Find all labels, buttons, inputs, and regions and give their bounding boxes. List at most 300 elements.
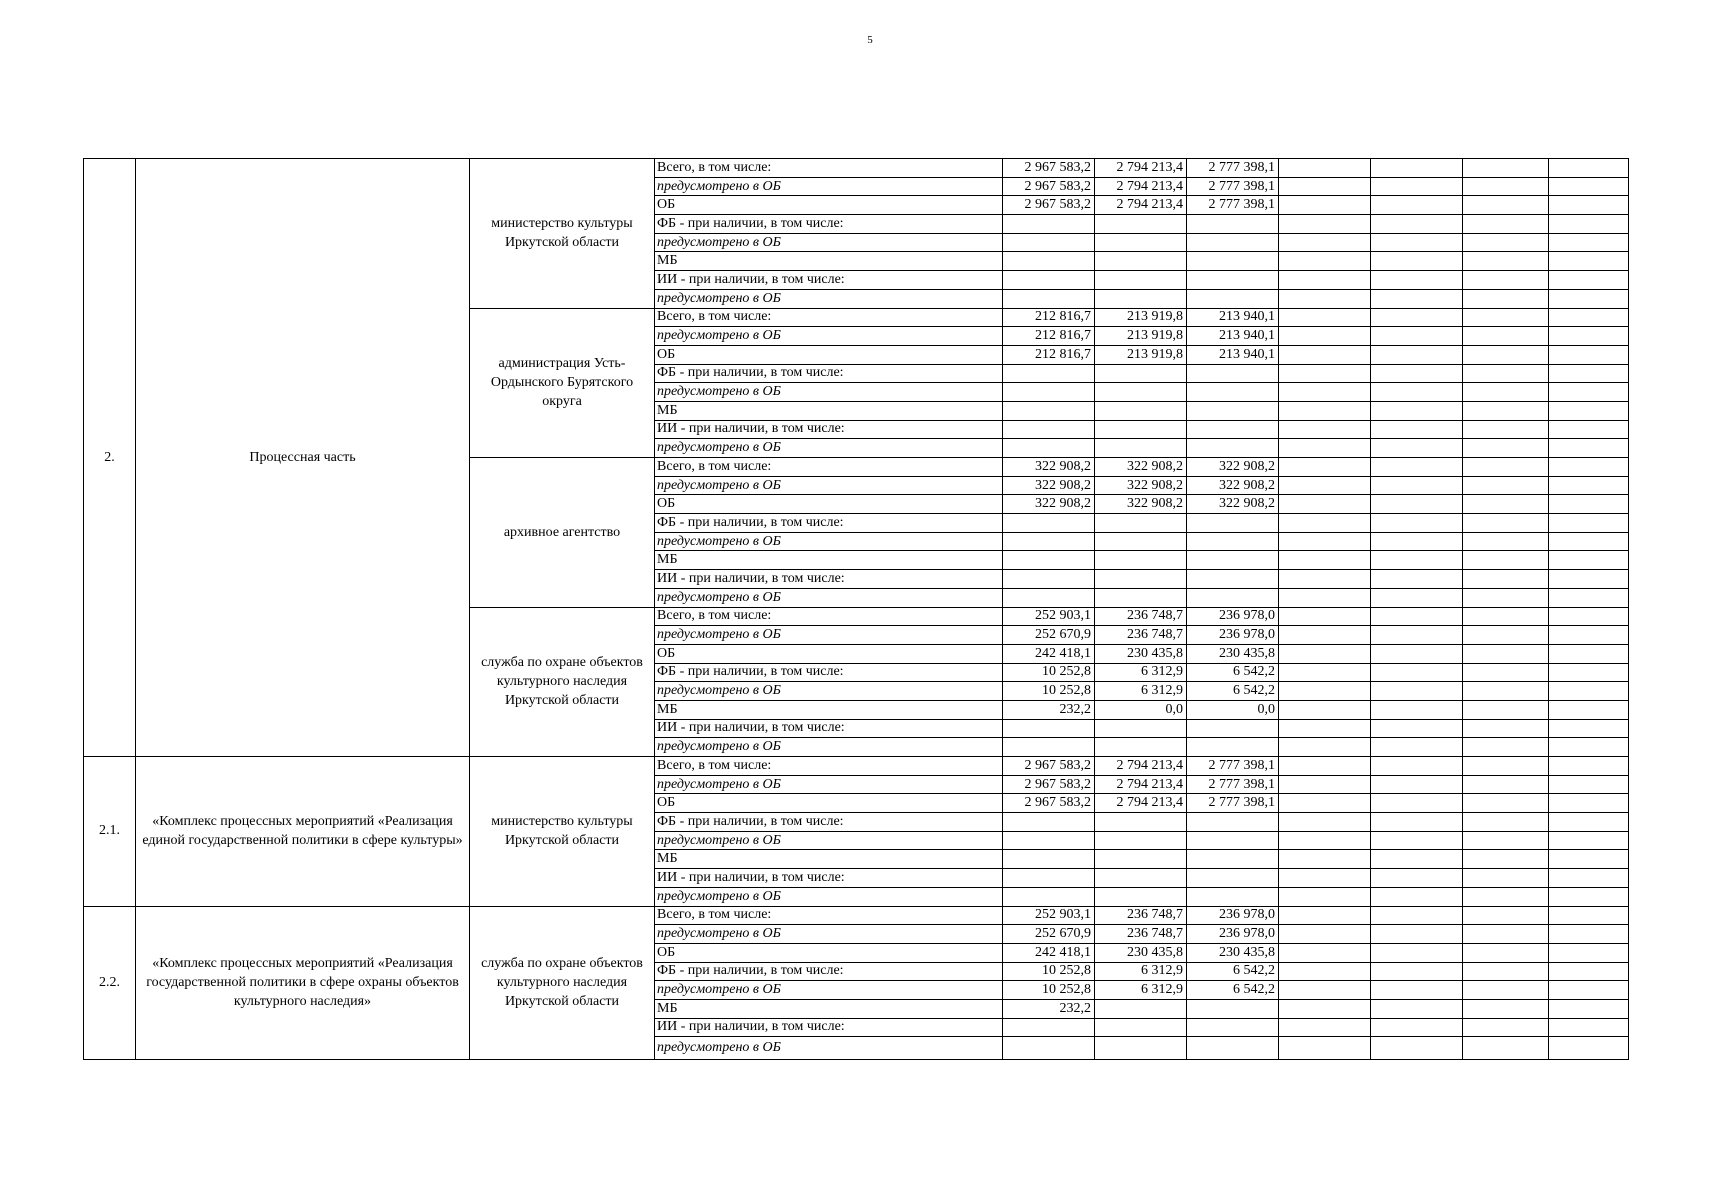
empty-cell — [1279, 1018, 1371, 1037]
amount-cell: 322 908,2 — [1003, 458, 1095, 477]
empty-cell — [1463, 476, 1549, 495]
empty-cell — [1549, 794, 1629, 813]
empty-cell — [1279, 719, 1371, 738]
empty-cell — [1549, 252, 1629, 271]
empty-cell — [1549, 159, 1629, 178]
amount-cell — [1095, 551, 1187, 570]
empty-cell — [1463, 887, 1549, 906]
empty-cell — [1463, 439, 1549, 458]
empty-cell — [1371, 775, 1463, 794]
empty-cell — [1463, 607, 1549, 626]
empty-cell — [1549, 345, 1629, 364]
empty-cell — [1463, 943, 1549, 962]
empty-cell — [1549, 813, 1629, 832]
empty-cell — [1279, 514, 1371, 533]
empty-cell — [1549, 196, 1629, 215]
funding-source: предусмотрено в ОБ — [655, 327, 1003, 346]
amount-cell: 2 777 398,1 — [1187, 794, 1279, 813]
amount-cell: 6 542,2 — [1187, 962, 1279, 981]
funding-source: Всего, в том числе: — [655, 607, 1003, 626]
amount-cell — [1003, 887, 1095, 906]
empty-cell — [1371, 1037, 1463, 1060]
empty-cell — [1549, 215, 1629, 234]
amount-cell: 10 252,8 — [1003, 682, 1095, 701]
funding-source: предусмотрено в ОБ — [655, 887, 1003, 906]
row-number: 2.1. — [84, 757, 136, 907]
funding-source: Всего, в том числе: — [655, 757, 1003, 776]
amount-cell: 0,0 — [1095, 700, 1187, 719]
amount-cell: 322 908,2 — [1003, 476, 1095, 495]
empty-cell — [1463, 383, 1549, 402]
amount-cell — [1095, 532, 1187, 551]
empty-cell — [1371, 159, 1463, 178]
amount-cell: 6 542,2 — [1187, 663, 1279, 682]
executor-name: служба по охране объектов культурного наследия Иркутской области — [470, 906, 655, 1060]
amount-cell: 322 908,2 — [1003, 495, 1095, 514]
empty-cell — [1371, 813, 1463, 832]
empty-cell — [1279, 813, 1371, 832]
empty-cell — [1463, 551, 1549, 570]
amount-cell: 10 252,8 — [1003, 663, 1095, 682]
funding-source: МБ — [655, 850, 1003, 869]
amount-cell — [1003, 850, 1095, 869]
amount-cell — [1003, 420, 1095, 439]
amount-cell — [1003, 551, 1095, 570]
empty-cell — [1463, 626, 1549, 645]
amount-cell: 6 542,2 — [1187, 981, 1279, 1000]
empty-cell — [1549, 962, 1629, 981]
empty-cell — [1463, 420, 1549, 439]
empty-cell — [1549, 738, 1629, 757]
amount-cell: 236 748,7 — [1095, 925, 1187, 944]
amount-cell — [1003, 514, 1095, 533]
amount-cell — [1187, 215, 1279, 234]
amount-cell — [1187, 869, 1279, 888]
amount-cell — [1095, 813, 1187, 832]
amount-cell: 2 967 583,2 — [1003, 159, 1095, 178]
amount-cell: 2 967 583,2 — [1003, 775, 1095, 794]
empty-cell — [1279, 327, 1371, 346]
empty-cell — [1279, 626, 1371, 645]
executor-name: министерство культуры Иркутской области — [470, 757, 655, 907]
empty-cell — [1279, 794, 1371, 813]
funding-source: предусмотрено в ОБ — [655, 233, 1003, 252]
program-name: «Комплекс процессных мероприятий «Реализация государственной политики в сфере охраны объектов культурного наследия» — [136, 906, 470, 1060]
empty-cell — [1463, 345, 1549, 364]
empty-cell — [1371, 943, 1463, 962]
amount-cell: 252 903,1 — [1003, 607, 1095, 626]
empty-cell — [1549, 364, 1629, 383]
empty-cell — [1549, 551, 1629, 570]
empty-cell — [1371, 532, 1463, 551]
empty-cell — [1371, 700, 1463, 719]
budget-table — [83, 158, 1629, 1060]
funding-source: ИИ - при наличии, в том числе: — [655, 420, 1003, 439]
empty-cell — [1279, 850, 1371, 869]
amount-cell — [1003, 588, 1095, 607]
empty-cell — [1549, 383, 1629, 402]
amount-cell — [1095, 1037, 1187, 1060]
amount-cell: 10 252,8 — [1003, 981, 1095, 1000]
amount-cell — [1187, 831, 1279, 850]
empty-cell — [1279, 420, 1371, 439]
funding-source: предусмотрено в ОБ — [655, 775, 1003, 794]
amount-cell — [1095, 289, 1187, 308]
empty-cell — [1279, 831, 1371, 850]
amount-cell: 2 777 398,1 — [1187, 757, 1279, 776]
empty-cell — [1549, 570, 1629, 589]
empty-cell — [1549, 588, 1629, 607]
amount-cell: 242 418,1 — [1003, 644, 1095, 663]
empty-cell — [1371, 644, 1463, 663]
empty-cell — [1463, 570, 1549, 589]
empty-cell — [1549, 887, 1629, 906]
empty-cell — [1549, 271, 1629, 290]
amount-cell: 252 903,1 — [1003, 906, 1095, 925]
amount-cell — [1187, 999, 1279, 1018]
empty-cell — [1279, 345, 1371, 364]
empty-cell — [1463, 514, 1549, 533]
empty-cell — [1279, 252, 1371, 271]
empty-cell — [1371, 495, 1463, 514]
amount-cell: 2 967 583,2 — [1003, 177, 1095, 196]
amount-cell: 236 978,0 — [1187, 906, 1279, 925]
empty-cell — [1549, 607, 1629, 626]
amount-cell: 213 919,8 — [1095, 327, 1187, 346]
funding-source: предусмотрено в ОБ — [655, 383, 1003, 402]
empty-cell — [1463, 532, 1549, 551]
empty-cell — [1371, 719, 1463, 738]
empty-cell — [1279, 887, 1371, 906]
empty-cell — [1279, 607, 1371, 626]
program-name: Процессная часть — [136, 159, 470, 757]
amount-cell: 322 908,2 — [1095, 495, 1187, 514]
amount-cell: 2 967 583,2 — [1003, 196, 1095, 215]
amount-cell: 212 816,7 — [1003, 327, 1095, 346]
funding-source: ИИ - при наличии, в том числе: — [655, 271, 1003, 290]
amount-cell: 322 908,2 — [1095, 458, 1187, 477]
amount-cell — [1095, 999, 1187, 1018]
amount-cell — [1187, 738, 1279, 757]
empty-cell — [1463, 495, 1549, 514]
amount-cell: 2 967 583,2 — [1003, 757, 1095, 776]
funding-source: ОБ — [655, 794, 1003, 813]
empty-cell — [1279, 999, 1371, 1018]
amount-cell: 2 777 398,1 — [1187, 196, 1279, 215]
amount-cell — [1003, 869, 1095, 888]
empty-cell — [1463, 289, 1549, 308]
empty-cell — [1463, 252, 1549, 271]
amount-cell: 242 418,1 — [1003, 943, 1095, 962]
empty-cell — [1549, 495, 1629, 514]
amount-cell — [1003, 252, 1095, 271]
empty-cell — [1279, 215, 1371, 234]
empty-cell — [1279, 775, 1371, 794]
amount-cell: 2 777 398,1 — [1187, 159, 1279, 178]
empty-cell — [1463, 906, 1549, 925]
empty-cell — [1371, 476, 1463, 495]
empty-cell — [1371, 999, 1463, 1018]
empty-cell — [1463, 177, 1549, 196]
amount-cell — [1187, 887, 1279, 906]
empty-cell — [1371, 383, 1463, 402]
amount-cell: 236 748,7 — [1095, 607, 1187, 626]
amount-cell: 6 312,9 — [1095, 663, 1187, 682]
amount-cell — [1003, 532, 1095, 551]
empty-cell — [1371, 794, 1463, 813]
funding-source: предусмотрено в ОБ — [655, 831, 1003, 850]
amount-cell — [1095, 570, 1187, 589]
amount-cell — [1187, 850, 1279, 869]
empty-cell — [1549, 626, 1629, 645]
amount-cell — [1187, 719, 1279, 738]
amount-cell — [1187, 252, 1279, 271]
empty-cell — [1549, 644, 1629, 663]
amount-cell — [1187, 813, 1279, 832]
funding-source: ИИ - при наличии, в том числе: — [655, 1018, 1003, 1037]
amount-cell — [1095, 420, 1187, 439]
amount-cell: 0,0 — [1187, 700, 1279, 719]
empty-cell — [1549, 289, 1629, 308]
empty-cell — [1371, 981, 1463, 1000]
empty-cell — [1279, 682, 1371, 701]
empty-cell — [1549, 700, 1629, 719]
amount-cell: 322 908,2 — [1095, 476, 1187, 495]
empty-cell — [1463, 159, 1549, 178]
empty-cell — [1463, 271, 1549, 290]
empty-cell — [1279, 757, 1371, 776]
amount-cell: 230 435,8 — [1187, 644, 1279, 663]
empty-cell — [1279, 476, 1371, 495]
empty-cell — [1279, 551, 1371, 570]
amount-cell — [1003, 1018, 1095, 1037]
empty-cell — [1371, 551, 1463, 570]
funding-source: предусмотрено в ОБ — [655, 738, 1003, 757]
amount-cell: 2 794 213,4 — [1095, 775, 1187, 794]
empty-cell — [1279, 196, 1371, 215]
empty-cell — [1371, 364, 1463, 383]
amount-cell — [1095, 719, 1187, 738]
empty-cell — [1549, 869, 1629, 888]
amount-cell: 2 794 213,4 — [1095, 196, 1187, 215]
empty-cell — [1549, 831, 1629, 850]
empty-cell — [1549, 981, 1629, 1000]
amount-cell — [1187, 1037, 1279, 1060]
empty-cell — [1463, 999, 1549, 1018]
funding-source: ФБ - при наличии, в том числе: — [655, 663, 1003, 682]
empty-cell — [1463, 981, 1549, 1000]
amount-cell — [1187, 420, 1279, 439]
amount-cell — [1187, 570, 1279, 589]
amount-cell — [1187, 1018, 1279, 1037]
amount-cell — [1003, 738, 1095, 757]
empty-cell — [1549, 233, 1629, 252]
empty-cell — [1371, 850, 1463, 869]
empty-cell — [1371, 271, 1463, 290]
amount-cell: 322 908,2 — [1187, 458, 1279, 477]
funding-source: ФБ - при наличии, в том числе: — [655, 514, 1003, 533]
amount-cell — [1003, 289, 1095, 308]
funding-source: предусмотрено в ОБ — [655, 439, 1003, 458]
amount-cell — [1003, 1037, 1095, 1060]
empty-cell — [1371, 345, 1463, 364]
amount-cell: 212 816,7 — [1003, 345, 1095, 364]
amount-cell — [1187, 383, 1279, 402]
empty-cell — [1463, 1018, 1549, 1037]
empty-cell — [1279, 700, 1371, 719]
empty-cell — [1279, 364, 1371, 383]
amount-cell — [1187, 588, 1279, 607]
executor-name: администрация Усть-Ордынского Бурятского округа — [470, 308, 655, 458]
amount-cell — [1095, 588, 1187, 607]
amount-cell: 6 542,2 — [1187, 682, 1279, 701]
empty-cell — [1549, 420, 1629, 439]
empty-cell — [1463, 644, 1549, 663]
funding-source: предусмотрено в ОБ — [655, 682, 1003, 701]
empty-cell — [1463, 869, 1549, 888]
amount-cell — [1003, 570, 1095, 589]
empty-cell — [1371, 289, 1463, 308]
empty-cell — [1371, 177, 1463, 196]
amount-cell: 6 312,9 — [1095, 981, 1187, 1000]
amount-cell: 230 435,8 — [1095, 644, 1187, 663]
amount-cell: 2 777 398,1 — [1187, 775, 1279, 794]
empty-cell — [1279, 925, 1371, 944]
amount-cell — [1095, 514, 1187, 533]
amount-cell — [1095, 850, 1187, 869]
empty-cell — [1463, 925, 1549, 944]
empty-cell — [1549, 999, 1629, 1018]
empty-cell — [1371, 682, 1463, 701]
empty-cell — [1463, 308, 1549, 327]
empty-cell — [1279, 570, 1371, 589]
amount-cell — [1003, 719, 1095, 738]
amount-cell — [1187, 271, 1279, 290]
amount-cell — [1187, 514, 1279, 533]
amount-cell — [1003, 271, 1095, 290]
amount-cell — [1187, 289, 1279, 308]
empty-cell — [1463, 831, 1549, 850]
empty-cell — [1463, 663, 1549, 682]
empty-cell — [1371, 401, 1463, 420]
empty-cell — [1371, 869, 1463, 888]
empty-cell — [1279, 1037, 1371, 1060]
empty-cell — [1549, 401, 1629, 420]
funding-source: ИИ - при наличии, в том числе: — [655, 869, 1003, 888]
amount-cell — [1187, 233, 1279, 252]
empty-cell — [1549, 514, 1629, 533]
empty-cell — [1463, 401, 1549, 420]
amount-cell: 213 919,8 — [1095, 345, 1187, 364]
empty-cell — [1463, 738, 1549, 757]
amount-cell: 2 794 213,4 — [1095, 177, 1187, 196]
empty-cell — [1279, 271, 1371, 290]
amount-cell: 236 748,7 — [1095, 626, 1187, 645]
amount-cell — [1095, 383, 1187, 402]
empty-cell — [1279, 588, 1371, 607]
funding-source: Всего, в том числе: — [655, 308, 1003, 327]
empty-cell — [1463, 233, 1549, 252]
row-number: 2. — [84, 159, 136, 757]
amount-cell: 213 919,8 — [1095, 308, 1187, 327]
empty-cell — [1549, 458, 1629, 477]
empty-cell — [1549, 308, 1629, 327]
empty-cell — [1371, 308, 1463, 327]
amount-cell: 232,2 — [1003, 999, 1095, 1018]
empty-cell — [1371, 252, 1463, 271]
amount-cell — [1187, 364, 1279, 383]
funding-source: Всего, в том числе: — [655, 159, 1003, 178]
amount-cell — [1095, 887, 1187, 906]
empty-cell — [1463, 719, 1549, 738]
empty-cell — [1549, 177, 1629, 196]
amount-cell: 236 978,0 — [1187, 607, 1279, 626]
empty-cell — [1463, 794, 1549, 813]
empty-cell — [1279, 401, 1371, 420]
amount-cell: 322 908,2 — [1187, 476, 1279, 495]
amount-cell: 2 794 213,4 — [1095, 159, 1187, 178]
empty-cell — [1463, 215, 1549, 234]
program-name: «Комплекс процессных мероприятий «Реализация единой государственной политики в сфере культуры» — [136, 757, 470, 907]
empty-cell — [1549, 775, 1629, 794]
empty-cell — [1279, 663, 1371, 682]
empty-cell — [1371, 327, 1463, 346]
empty-cell — [1549, 943, 1629, 962]
amount-cell: 2 967 583,2 — [1003, 794, 1095, 813]
empty-cell — [1549, 532, 1629, 551]
empty-cell — [1463, 327, 1549, 346]
funding-source: предусмотрено в ОБ — [655, 476, 1003, 495]
empty-cell — [1549, 663, 1629, 682]
empty-cell — [1549, 719, 1629, 738]
empty-cell — [1463, 757, 1549, 776]
amount-cell — [1095, 215, 1187, 234]
empty-cell — [1279, 233, 1371, 252]
funding-source: МБ — [655, 700, 1003, 719]
funding-source: ФБ - при наличии, в том числе: — [655, 962, 1003, 981]
amount-cell: 6 312,9 — [1095, 682, 1187, 701]
funding-source: предусмотрено в ОБ — [655, 626, 1003, 645]
empty-cell — [1549, 906, 1629, 925]
amount-cell — [1003, 383, 1095, 402]
empty-cell — [1371, 757, 1463, 776]
empty-cell — [1279, 532, 1371, 551]
amount-cell — [1003, 813, 1095, 832]
empty-cell — [1371, 570, 1463, 589]
amount-cell: 322 908,2 — [1187, 495, 1279, 514]
empty-cell — [1463, 1037, 1549, 1060]
empty-cell — [1279, 495, 1371, 514]
amount-cell — [1003, 401, 1095, 420]
amount-cell: 236 978,0 — [1187, 626, 1279, 645]
amount-cell: 236 978,0 — [1187, 925, 1279, 944]
empty-cell — [1371, 233, 1463, 252]
funding-source: ОБ — [655, 644, 1003, 663]
empty-cell — [1549, 850, 1629, 869]
amount-cell — [1187, 439, 1279, 458]
empty-cell — [1371, 906, 1463, 925]
amount-cell: 2 777 398,1 — [1187, 177, 1279, 196]
empty-cell — [1279, 177, 1371, 196]
amount-cell — [1095, 1018, 1187, 1037]
funding-source: предусмотрено в ОБ — [655, 981, 1003, 1000]
table-row — [84, 906, 1629, 925]
funding-source: ФБ - при наличии, в том числе: — [655, 215, 1003, 234]
amount-cell: 252 670,9 — [1003, 626, 1095, 645]
amount-cell — [1003, 831, 1095, 850]
empty-cell — [1371, 588, 1463, 607]
amount-cell — [1003, 364, 1095, 383]
